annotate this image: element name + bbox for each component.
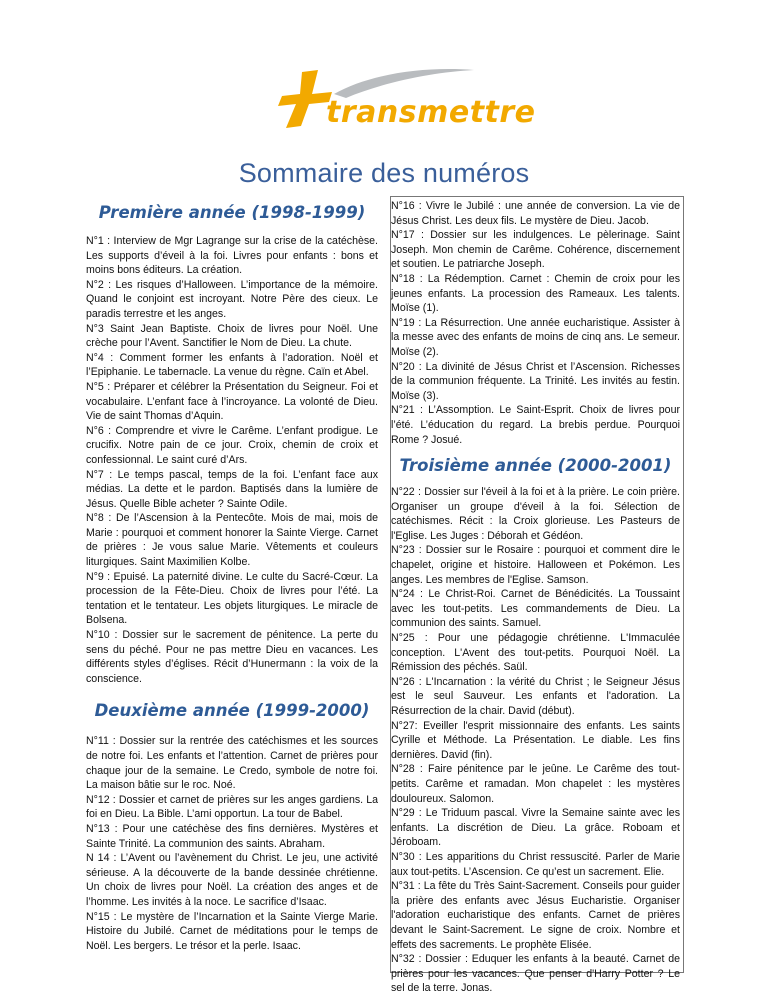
right-column: [390, 196, 684, 995]
issue-entry: N°6 : Comprendre et vivre le Carême. L’enfant prodigue. Le crucifix. Notre pain de ce jour. Croix, chemin de croix et confessionnal. Le saint curé d’Ars.: [86, 424, 378, 466]
issue-entry: N°31 : La fête du Très Saint-Sacrement. Conseils pour guider la prière des enfants avec Jésus Eucharistie. Organiser l'adoration eucharistique des enfants. Carnet de prières devant le Saint-Sacrement. Le signe de croix. Nombre et effets des sacrements. Le prophète Elisée.: [391, 880, 680, 951]
issue-entry: N°19 : La Résurrection. Une année eucharistique. Assister à la messe avec des enfants de moins de cinq ans. Le semeur. Moïse (2).: [391, 316, 680, 358]
issue-entry: N°2 : Les risques d’Halloween. L’importance de la mémoire. Quand le conjoint est incroyant. Notre Père des cieux. Le paradis terrestre et les anges.: [86, 278, 378, 320]
issue-entry: N°29 : Le Triduum pascal. Vivre la Semaine sainte avec les enfants. La discrétion de Dieu. La grâce. Roboam et Jéroboam.: [391, 807, 680, 849]
issue-entry: N°27: Eveiller l'esprit missionnaire des enfants. Les saints Cyrille et Méthode. La Présentation. Le diable. Les fins dernières. David (fin).: [391, 719, 680, 761]
issue-entry: N°9 : Epuisé. La paternité divine. Le culte du Sacré-Cœur. La procession de la Fête-Dieu. Choix de livres pour l’été. La tentation et le tentateur. Les objets liturgiques. Le miracle de Bolsena.: [86, 570, 378, 627]
issue-entry: N°25 : Pour une pédagogie chrétienne. L'Immaculée conception. L'Avent des tout-petits. Pourquoi Noël. La Rémission des péchés. Saül.: [391, 632, 680, 674]
issue-entry: N°4 : Comment former les enfants à l’adoration. Noël et l’Epiphanie. Le tabernacle. La venue du règne. Caïn et Abel.: [86, 351, 378, 379]
section-heading: Troisième année (2000-2001): [399, 456, 672, 476]
issue-entry: N°10 : Dossier sur le sacrement de pénitence. La perte du sens du péché. Pour ne pas mettre Dieu en vacances. Les différents styles d’églises. Récit d’Hunermann : la voix de la conscience.: [86, 629, 378, 685]
issue-entry: N°30 : Les apparitions du Christ ressuscité. Parler de Marie aux tout-petits. L’Ascension. Ce qu’est un sacrement. Elie.: [391, 850, 680, 878]
issue-entry: N°1 : Interview de Mgr Lagrange sur la crise de la catéchèse. Les supports d’éveil à la foi. Livres pour enfants : bons et moins bons éditeurs. La création.: [86, 235, 378, 277]
issue-entry: N°20 : La divinité de Jésus Christ et l’Ascension. Richesses de la communion fréquente. La Trinité. Les invités au festin. Moïse (3).: [391, 360, 680, 402]
issue-entry: N°26 : L'Incarnation : la vérité du Christ ; le Seigneur Jésus est le seul Sauveur. Les enfants et l'adoration. La Résurrection de la chair. David (début).: [391, 675, 680, 717]
issue-entry: N 14 : L’Avent ou l’avènement du Christ. Le jeu, une activité sérieuse. A la découverte de la bande dessinée chrétienne. Un choix de livres pour Noël. La création des anges et de l’homme. Les invités à la noce. Le sacrifice d’Isaac.: [86, 852, 378, 908]
issue-entry: N°28 : Faire pénitence par le jeûne. Le Carême des tout-petits. Carême et ramadan. Mon chapelet : les mystères douloureux. Salomon.: [391, 763, 680, 805]
issue-entry: N°8 : De l’Ascension à la Pentecôte. Mois de mai, mois de Marie : pourquoi et comment honorer la Sainte Vierge. Carnet de prières : Je vous salue Marie. Vêtements et couleurs liturgiques. Saint Maximilien Kolbe.: [86, 512, 378, 569]
issue-entry: N°13 : Pour une catéchèse des fins dernières. Mystères et Sainte Trinité. La communion des saints. Abraham.: [86, 822, 378, 850]
issue-entry: N°22 : Dossier sur l'éveil à la foi et à la prière. Le coin prière. Organiser un groupe d'éveil à la foi. Sélection de catéchismes. Récit : la Croix glorieuse. Les Pasteurs de l'Eglise. Les Juges : Déborah et Gédéon.: [391, 486, 680, 542]
issue-entry: N°32 : Dossier : Eduquer les enfants à la beauté. Carnet de prières pour les vacances. Que penser d'Harry Potter ? Le sel de la terre. Jonas.: [391, 953, 680, 995]
issue-entry: N°18 : La Rédemption. Carnet : Chemin de croix pour les jeunes enfants. La procession des Rameaux. Les talents. Moïse (1).: [391, 272, 680, 315]
issue-entry: N°11 : Dossier sur la rentrée des catéchismes et les sources de notre foi. Les enfants et l’attention. Carnet de prières pour chaque jour de la semaine. Le Credo, symbole de notre foi. La maison bâtie sur le roc. Noé.: [86, 735, 378, 792]
section-heading: Deuxième année (1999-2000): [94, 701, 370, 721]
issue-entry: N°15 : Le mystère de l’Incarnation et la Sainte Vierge Marie. Histoire du Jubilé. Carnet de méditations pour le temps de Noël. Les bergers. Le trésor et la perle. Isaac.: [86, 910, 378, 952]
logo-text: transmettre: [326, 95, 536, 130]
left-column: [86, 196, 378, 953]
issue-entry: N°16 : Vivre le Jubilé : une année de conversion. La vie de Jésus Christ. Les deux fils. Le mystère de Dieu. Jacob.: [391, 200, 680, 227]
transmettre-logo: [274, 64, 536, 134]
issue-entry: N°5 : Préparer et célébrer la Présentation du Seigneur. Foi et vocabulaire. L’enfant face à l’incroyance. La volonté de Dieu. Vie de saint Thomas d’Aquin.: [86, 380, 378, 423]
logo-graphic: [274, 64, 536, 134]
section-heading: Première année (1998-1999): [98, 203, 366, 222]
issue-entry: N°21 : L’Assomption. Le Saint-Esprit. Choix de livres pour l’été. L’éducation du regard. La brebis perdue. Pourquoi Rome ? Josué.: [391, 404, 680, 446]
issue-entry: N°24 : Le Christ-Roi. Carnet de Bénédicités. La Toussaint avec les tout-petits. Les commandements de Dieu. La communion des saints. Samuel.: [391, 588, 680, 630]
issue-entry: N°23 : Dossier sur le Rosaire : pourquoi et comment dire le chapelet, origine et histoire. Halloween et Pokémon. Les anges. Les membres de l'Eglise. Samson.: [391, 544, 680, 586]
page-title: Sommaire des numéros: [238, 158, 530, 188]
issue-entry: N°17 : Dossier sur les indulgences. Le pèlerinage. Saint Joseph. Mon chemin de Carême. Cohérence, discernement et soutien. Le patriarche Joseph.: [391, 229, 680, 271]
issue-entry: N°12 : Dossier et carnet de prières sur les anges gardiens. La foi en Dieu. La Bible. L’ami opportun. La tour de Babel.: [86, 793, 378, 821]
issue-entry: N°7 : Le temps pascal, temps de la foi. L’enfant face aux médias. La dette et le pardon. Baptisés dans la lumière de Jésus. Quelle Bible acheter ? Sainte Odile.: [86, 468, 378, 510]
issue-entry: N°3 Saint Jean Baptiste. Choix de livres pour Noël. Une crèche pour l’Avent. Sanctifier le Nom de Dieu. La chute.: [86, 322, 378, 350]
